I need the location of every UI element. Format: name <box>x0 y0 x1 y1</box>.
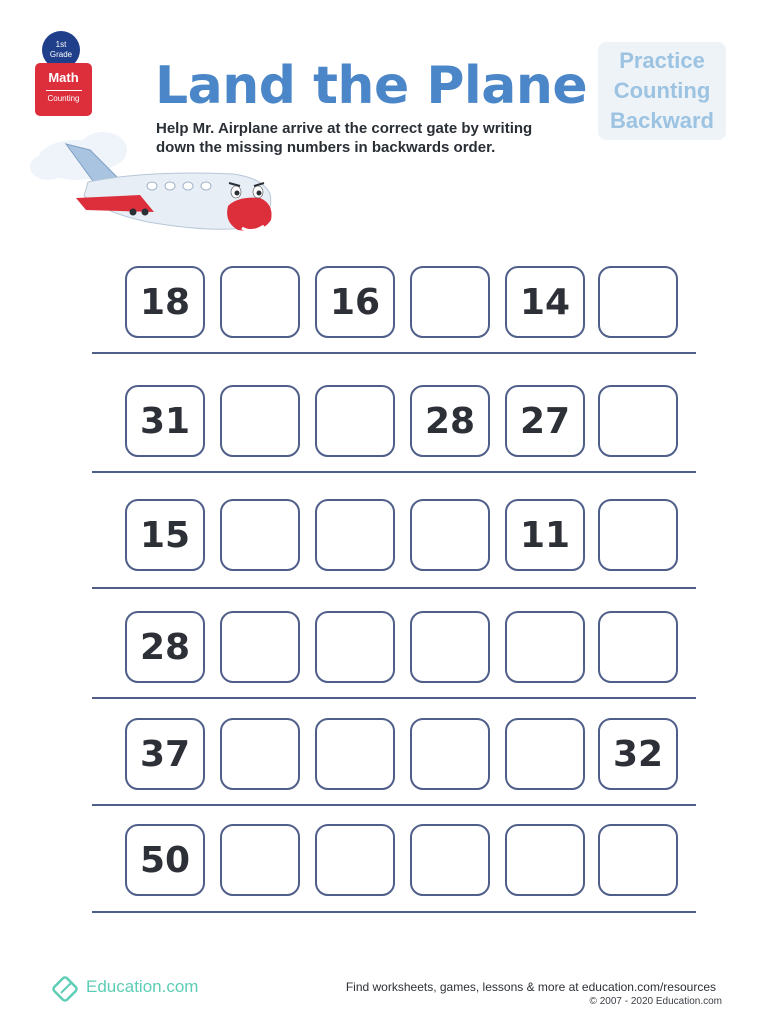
given-number-box: 28 <box>125 611 205 683</box>
answer-box[interactable] <box>220 266 300 338</box>
row-divider <box>92 911 696 913</box>
practice-line-3: Backward <box>610 108 714 133</box>
row-divider <box>92 804 696 806</box>
answer-box[interactable] <box>410 718 490 790</box>
pencil-logo-icon <box>52 972 82 1002</box>
answer-box[interactable] <box>410 499 490 571</box>
answer-box[interactable] <box>315 824 395 896</box>
row-divider <box>92 587 696 589</box>
education-logo <box>52 972 198 1002</box>
subject-name: Math <box>48 70 79 85</box>
row-divider <box>92 697 696 699</box>
footer-note: Find worksheets, games, lessons & more at education.com/resources <box>345 980 716 994</box>
given-number-box: 28 <box>410 385 490 457</box>
answer-box[interactable] <box>220 611 300 683</box>
row-divider <box>92 471 696 473</box>
answer-box[interactable] <box>220 718 300 790</box>
answer-box[interactable] <box>598 499 678 571</box>
given-number-box: 50 <box>125 824 205 896</box>
row-divider <box>92 352 696 354</box>
page-title: Land the Plane <box>155 56 588 116</box>
given-number-box: 32 <box>598 718 678 790</box>
answer-box[interactable] <box>505 824 585 896</box>
answer-box[interactable] <box>220 385 300 457</box>
subject-topic: Counting <box>47 94 80 103</box>
given-number-box: 18 <box>125 266 205 338</box>
answer-box[interactable] <box>505 718 585 790</box>
copyright: © 2007 - 2020 Education.com <box>589 996 722 1007</box>
instructions: Help Mr. Airplane arrive at the correct gate by writing down the missing numbers in backwards order. <box>156 120 533 156</box>
answer-box[interactable] <box>315 385 395 457</box>
answer-box[interactable] <box>410 611 490 683</box>
grade-word: Grade <box>49 50 73 59</box>
answer-box[interactable] <box>220 824 300 896</box>
answer-box[interactable] <box>598 824 678 896</box>
answer-box[interactable] <box>315 611 395 683</box>
answer-box[interactable] <box>220 499 300 571</box>
given-number-box: 11 <box>505 499 585 571</box>
practice-line-1: Practice <box>619 48 705 73</box>
answer-box[interactable] <box>505 611 585 683</box>
answer-box[interactable] <box>598 611 678 683</box>
given-number-box: 14 <box>505 266 585 338</box>
practice-line-2: Counting <box>613 78 711 103</box>
answer-box[interactable] <box>315 499 395 571</box>
grade-number: 1st <box>55 40 67 49</box>
answer-box[interactable] <box>410 824 490 896</box>
answer-box[interactable] <box>598 385 678 457</box>
answer-box[interactable] <box>598 266 678 338</box>
answer-box[interactable] <box>315 718 395 790</box>
given-number-box: 16 <box>315 266 395 338</box>
given-number-box: 31 <box>125 385 205 457</box>
logo-text: Education.com <box>86 977 199 996</box>
answer-box[interactable] <box>410 266 490 338</box>
given-number-box: 27 <box>505 385 585 457</box>
given-number-box: 37 <box>125 718 205 790</box>
given-number-box: 15 <box>125 499 205 571</box>
